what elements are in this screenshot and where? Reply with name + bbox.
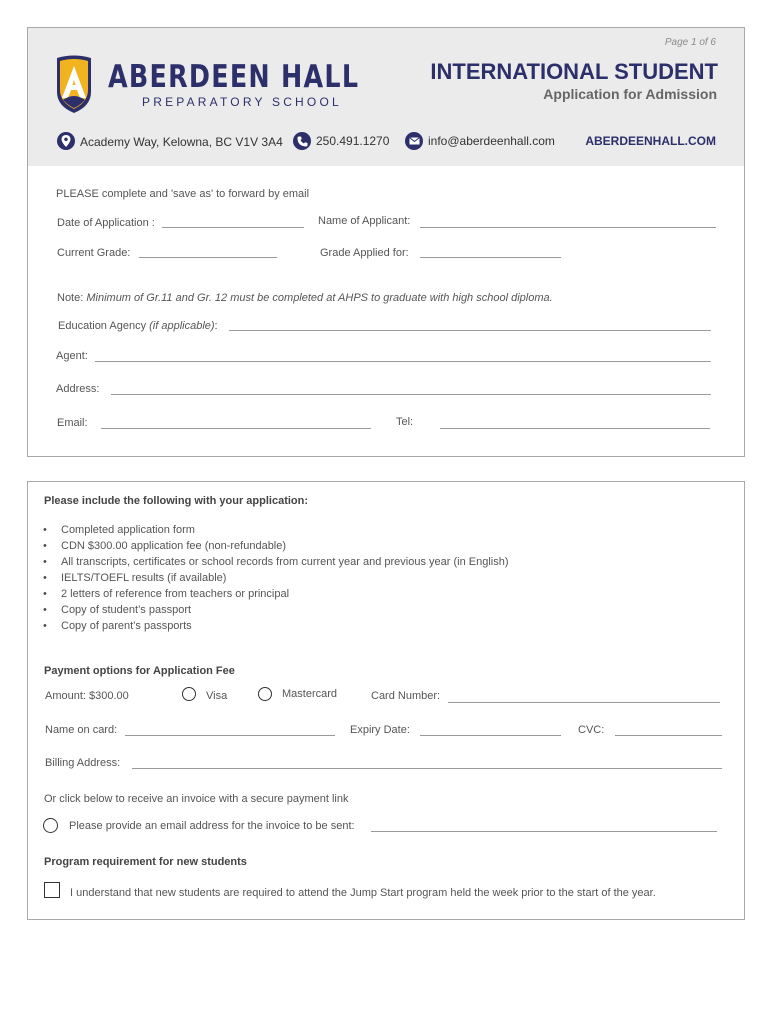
- location-pin-icon: [57, 132, 75, 150]
- name-on-card-field[interactable]: [125, 735, 335, 736]
- date-field[interactable]: [162, 227, 304, 228]
- date-label: Date of Application :: [57, 217, 155, 229]
- payment-heading: Payment options for Application Fee: [44, 665, 235, 677]
- billing-label: Billing Address:: [45, 757, 121, 769]
- list-item: • Copy of student’s passport: [43, 604, 192, 616]
- agency-colon: :: [214, 320, 218, 332]
- jumpstart-text: I understand that new students are required to attend the Jump Start program held the week prior to the start of the year.: [70, 887, 656, 899]
- list-item: • Copy of parent’s passports: [43, 620, 192, 632]
- school-phone: 250.491.1270: [316, 134, 390, 148]
- phone-icon: [293, 132, 311, 150]
- page-subtitle: Application for Admission: [543, 86, 717, 102]
- include-heading: Please include the following with your application:: [44, 495, 309, 507]
- agent-email-field[interactable]: [101, 428, 371, 429]
- mastercard-label: Mastercard: [282, 688, 338, 700]
- expiry-field[interactable]: [420, 735, 561, 736]
- tel-field[interactable]: [440, 428, 710, 429]
- brand-subtitle: PREPARATORY SCHOOL: [142, 95, 342, 109]
- school-email: info@aberdeenhall.com: [428, 134, 555, 148]
- tel-label: Tel:: [396, 416, 414, 428]
- list-item: • All transcripts, certificates or school records from current year and previous year (in English): [43, 556, 509, 568]
- current-grade-label: Current Grade:: [57, 247, 131, 259]
- cvc-label: CVC:: [578, 724, 605, 736]
- envelope-icon: [405, 132, 423, 150]
- invoice-radio[interactable]: [43, 818, 58, 833]
- applicant-info-section: [27, 27, 745, 457]
- billing-field[interactable]: [132, 768, 722, 769]
- program-heading: Program requirement for new students: [44, 856, 247, 868]
- expiry-label: Expiry Date:: [350, 724, 410, 736]
- invoice-email-field[interactable]: [371, 831, 717, 832]
- applicant-name-label: Name of Applicant:: [318, 215, 411, 227]
- current-grade-field[interactable]: [139, 257, 277, 258]
- requirements-list: [43, 522, 509, 634]
- cvc-field[interactable]: [615, 735, 722, 736]
- note-text: Minimum of Gr.11 and Gr. 12 must be completed at AHPS to graduate with high school diploma.: [86, 292, 553, 304]
- note-prefix: Note:: [57, 292, 87, 304]
- agent-email-label: Email:: [57, 417, 88, 429]
- card-number-field[interactable]: [448, 702, 720, 703]
- card-number-label: Card Number:: [371, 690, 441, 702]
- applicant-name-field[interactable]: [420, 227, 716, 228]
- mastercard-radio[interactable]: [258, 687, 272, 701]
- agency-label-text: Education Agency: [58, 320, 150, 332]
- amount-label: Amount: $300.00: [45, 690, 129, 702]
- save-instruction: PLEASE complete and 'save as' to forward by email: [56, 188, 310, 200]
- visa-label: Visa: [206, 690, 228, 702]
- agency-hint: (if applicable): [149, 320, 215, 332]
- agent-field[interactable]: [95, 361, 711, 362]
- page-title: INTERNATIONAL STUDENT: [430, 59, 718, 84]
- list-item: • IELTS/TOEFL results (if available): [43, 572, 227, 584]
- jumpstart-checkbox[interactable]: [44, 882, 60, 898]
- requirements-payment-section: [27, 481, 745, 920]
- shield-logo-icon: [55, 54, 93, 114]
- header-banner: [28, 28, 744, 166]
- agency-field[interactable]: [229, 330, 711, 331]
- page-number: Page 1 of 6: [664, 37, 716, 48]
- list-item: • CDN $300.00 application fee (non-refundable): [43, 540, 287, 552]
- invoice-text: Or click below to receive an invoice with a secure payment link: [44, 793, 349, 805]
- grade-applied-field[interactable]: [420, 257, 561, 258]
- school-address: Academy Way, Kelowna, BC V1V 3A4: [80, 135, 283, 149]
- school-website: ABERDEENHALL.COM: [585, 134, 716, 148]
- list-item: • Completed application form: [43, 524, 195, 536]
- invoice-email-label: Please provide an email address for the invoice to be sent:: [69, 820, 355, 832]
- agent-label: Agent:: [56, 350, 88, 362]
- agency-label: [58, 320, 218, 332]
- grade-applied-label: Grade Applied for:: [320, 247, 409, 259]
- list-item: • 2 letters of reference from teachers or principal: [43, 588, 290, 600]
- address-field[interactable]: [111, 394, 711, 395]
- name-on-card-label: Name on card:: [45, 724, 118, 736]
- visa-radio[interactable]: [182, 687, 196, 701]
- brand-name: ABERDEEN HALL: [108, 59, 360, 95]
- address-label: Address:: [56, 383, 100, 395]
- graduation-note: [57, 292, 553, 304]
